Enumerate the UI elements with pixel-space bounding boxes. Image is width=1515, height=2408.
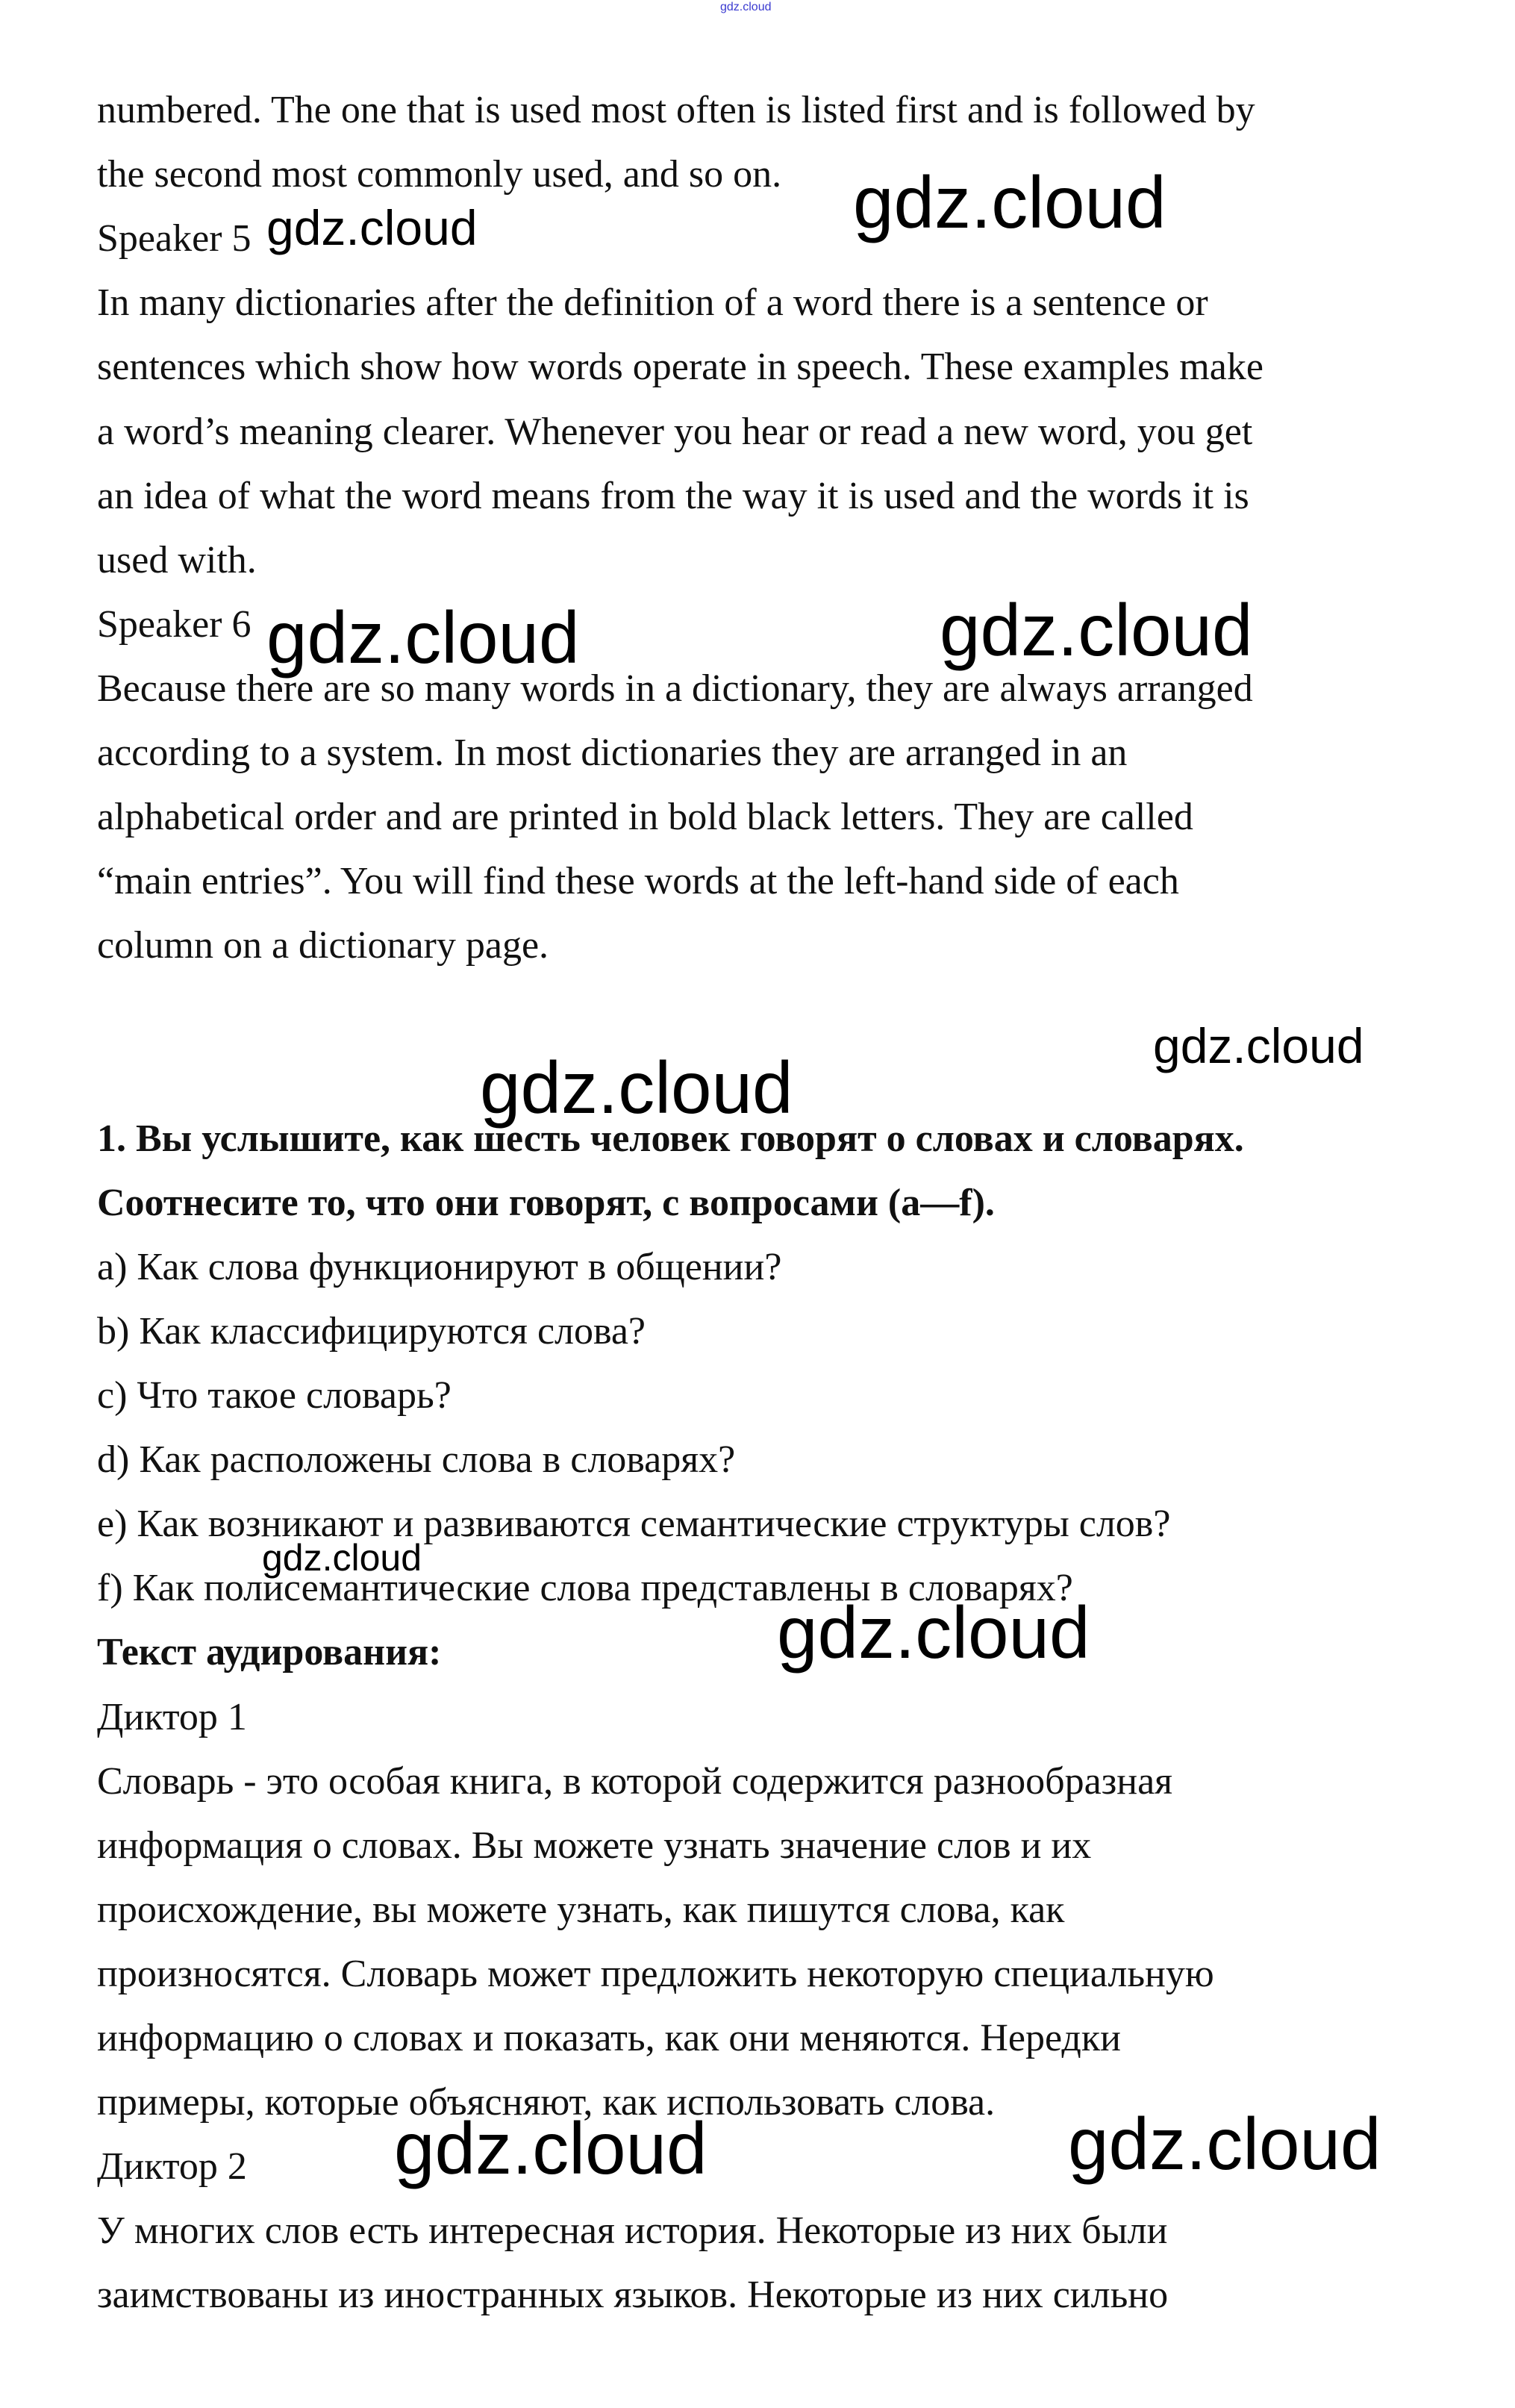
text-line: a word’s meaning clearer. Whenever you hear or read a new word, you get [97,410,1253,453]
text-line: 1. Вы услышите, как шесть человек говорят о словах и словарях. [97,1117,1244,1160]
text-line: numbered. The one that is used most often is listed first and is followed by [97,89,1255,131]
text-line: Диктор 1 [97,1695,247,1738]
text-line: информация о словах. Вы можете узнать значение слов и их [97,1824,1092,1867]
text-line: Соотнесите то, что они говорят, с вопросами (a—f). [97,1181,995,1224]
text-line: “main entries”. You will find these words at the left-hand side of each [97,860,1179,903]
text-line: alphabetical order and are printed in bold black letters. They are called [97,796,1193,839]
text-line: the second most commonly used, and so on. [97,153,782,196]
watermark: gdz.cloud [266,596,580,679]
text-line: Диктор 2 [97,2145,247,2189]
text-line: In many dictionaries after the definition of a word there is a sentence or [97,281,1208,325]
watermark: gdz.cloud [262,1537,422,1579]
text-line: c) Что такое словарь? [97,1374,452,1417]
text-line: происхождение, вы можете узнать, как пишутся слова, как [97,1888,1065,1931]
watermark: gdz.cloud [480,1047,793,1129]
text-line: according to a system. In most dictionaries they are arranged in an [97,732,1128,774]
watermark: gdz.cloud [940,589,1253,671]
text-line: У многих слов есть интересная история. Некоторые из них были [97,2209,1168,2253]
text-line: Because there are so many words in a dictionary, they are always arranged [97,667,1253,710]
text-line: used with. [97,538,257,581]
text-line: произносятся. Словарь может предложить некоторую специальную [97,1952,1214,1995]
watermark: gdz.cloud [720,1,772,13]
text-line: an idea of what the word means from the way it is used and the words it is [97,474,1249,517]
watermark: gdz.cloud [1068,2103,1381,2185]
watermark: gdz.cloud [266,200,478,255]
text-line: d) Как расположены слова в словарях? [97,1438,736,1482]
text-line: b) Как классифицируются слова? [97,1309,646,1353]
text-line: Speaker 5 [97,217,252,261]
text-line: Speaker 6 [97,602,252,646]
text-line: a) Как слова функционируют в общении? [97,1245,782,1288]
text-line: информацию о словах и показать, как они меняются. Нередки [97,2017,1121,2059]
text-line: column on a dictionary page. [97,924,549,967]
text-line: sentences which show how words operate in speech. These examples make [97,346,1263,389]
watermark: gdz.cloud [777,1591,1090,1674]
text-line: Словарь - это особая книга, в которой содержится разнообразная [97,1759,1173,1803]
watermark: gdz.cloud [853,161,1166,243]
text-line: заимствованы из иностранных языков. Некоторые из них сильно [97,2274,1169,2317]
text-line: Текст аудирования: [97,1631,442,1674]
watermark: gdz.cloud [394,2107,707,2189]
text-line: примеры, которые объясняют, как использовать слова. [97,2081,996,2124]
watermark: gdz.cloud [1153,1018,1364,1073]
text-line: e) Как возникают и развиваются семантические структуры слов? [97,1503,1171,1546]
text-line: f) Как полисемантические слова представлены в словарях? [97,1567,1073,1610]
